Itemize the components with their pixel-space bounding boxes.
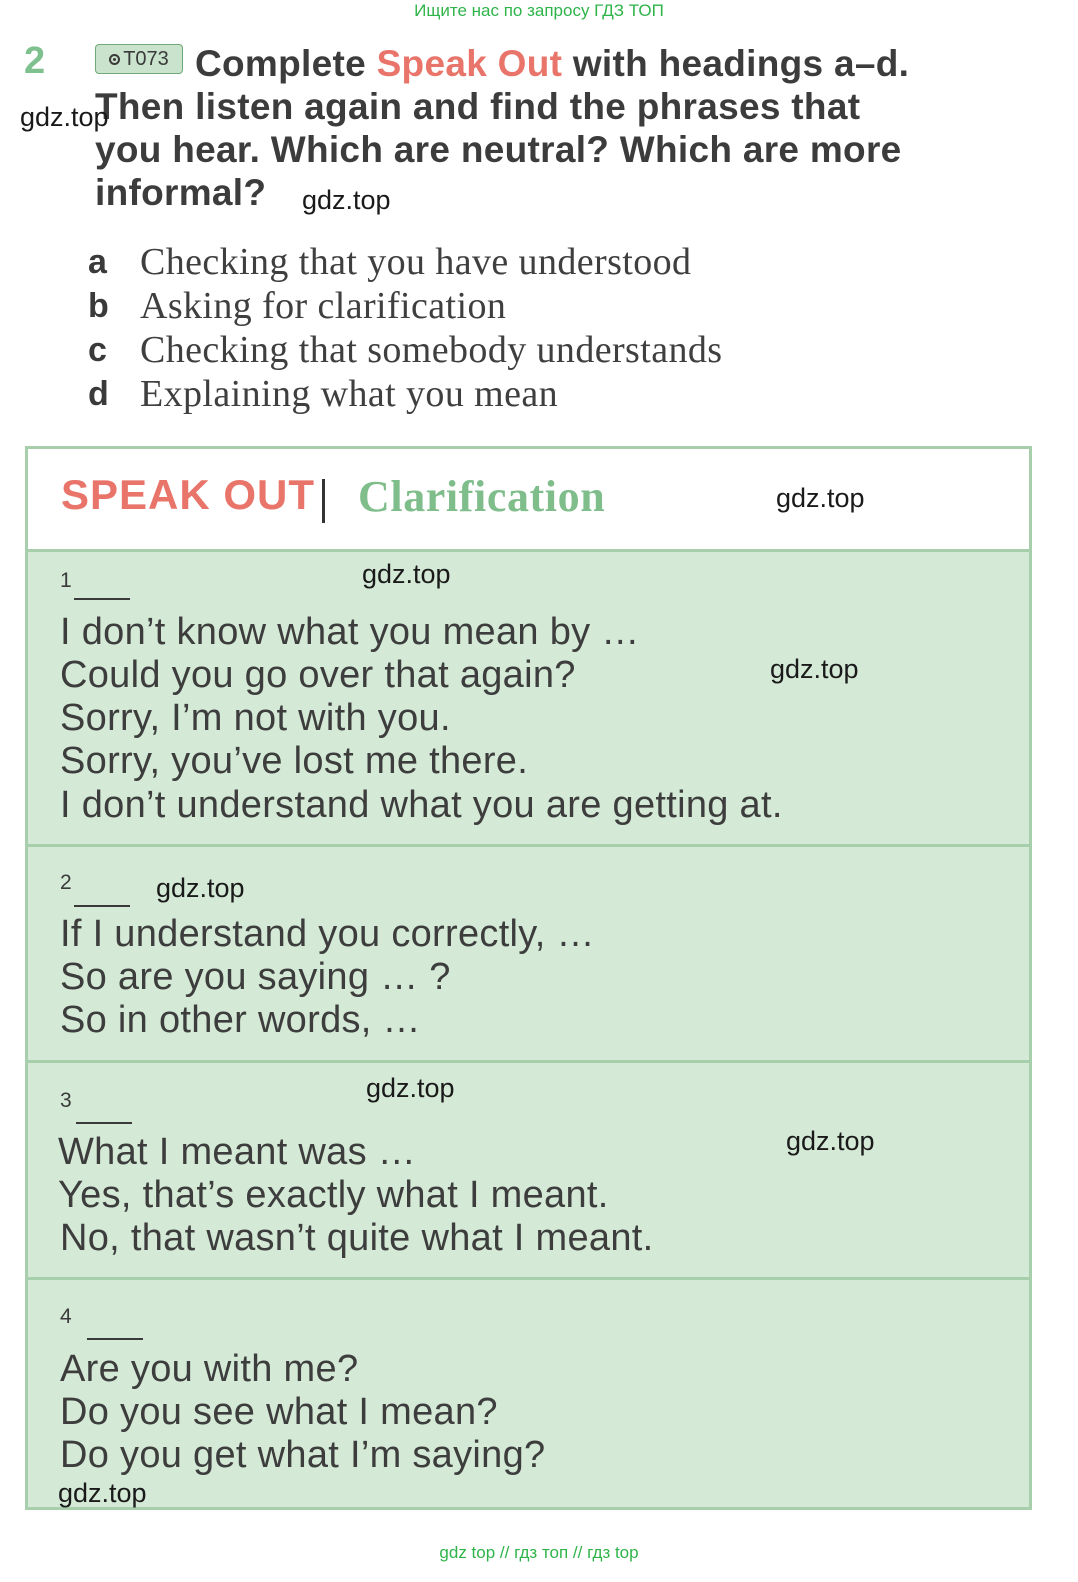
- option-d: d Explaining what you mean: [88, 373, 559, 415]
- speak-out-highlight: Speak Out: [376, 43, 563, 84]
- answer-blank[interactable]: [74, 598, 130, 600]
- section-number: 2: [60, 871, 72, 894]
- answer-blank[interactable]: [76, 1122, 132, 1124]
- top-banner[interactable]: Ищите нас по запросу ГДЗ ТОП: [414, 1, 664, 20]
- phrase: Yes, that’s exactly what I meant.: [58, 1174, 609, 1216]
- section-number: 4: [60, 1305, 72, 1328]
- phrase: So in other words, …: [60, 999, 421, 1041]
- answer-blank[interactable]: [87, 1338, 143, 1340]
- phrase: Do you see what I mean?: [60, 1391, 498, 1433]
- option-b: b Asking for clarification: [88, 285, 507, 327]
- answer-blank[interactable]: [74, 905, 130, 907]
- speak-out-label: SPEAK OUT: [61, 471, 316, 518]
- phrase: I don’t understand what you are getting at.: [60, 784, 783, 826]
- exercise-number: 2: [24, 40, 46, 82]
- watermark: gdz.top: [58, 1478, 147, 1508]
- footer-links[interactable]: gdz top // гдз топ // гдз top: [439, 1543, 639, 1562]
- watermark: gdz.top: [366, 1073, 455, 1103]
- phrase: No, that wasn’t quite what I meant.: [60, 1217, 654, 1259]
- phrase: Sorry, you’ve lost me there.: [60, 740, 529, 782]
- phrase: I don’t know what you mean by …: [60, 611, 640, 653]
- watermark: gdz.top: [20, 102, 109, 132]
- phrase: Sorry, I’m not with you.: [60, 697, 451, 739]
- phrase: Could you go over that again?: [60, 654, 576, 696]
- exercise-instruction: Complete Speak Out with headings a–d. Then listen again and find the phrases that you hear. Which are neutral? Which are more informal?: [95, 43, 910, 213]
- watermark: gdz.top: [156, 873, 245, 903]
- phrase: Are you with me?: [60, 1348, 359, 1390]
- option-c: c Checking that somebody understands: [88, 329, 723, 371]
- phrase: What I meant was …: [58, 1131, 417, 1173]
- speak-out-section-1: [28, 549, 1029, 847]
- phrase: Do you get what I’m saying?: [60, 1434, 546, 1476]
- phrase: So are you saying … ?: [60, 956, 451, 998]
- watermark: gdz.top: [302, 185, 391, 215]
- speak-out-topic: Clarification: [358, 472, 606, 521]
- option-a: a Checking that you have understood: [88, 241, 692, 283]
- speak-out-section-4: [28, 1280, 1029, 1507]
- section-number: 3: [60, 1089, 72, 1112]
- header-divider: [322, 479, 325, 523]
- speak-out-section-3: [28, 1063, 1029, 1280]
- heading-options: [88, 240, 722, 416]
- watermark: gdz.top: [770, 654, 859, 684]
- watermark: gdz.top: [362, 559, 451, 589]
- watermark: gdz.top: [776, 483, 865, 513]
- speak-out-box: [25, 446, 1032, 1510]
- speak-out-section-2: [28, 847, 1029, 1063]
- section-number: 1: [60, 569, 72, 592]
- speak-out-header: [28, 449, 1029, 552]
- watermark: gdz.top: [786, 1126, 875, 1156]
- phrase: If I understand you correctly, …: [60, 913, 595, 955]
- track-label: T073: [123, 47, 169, 70]
